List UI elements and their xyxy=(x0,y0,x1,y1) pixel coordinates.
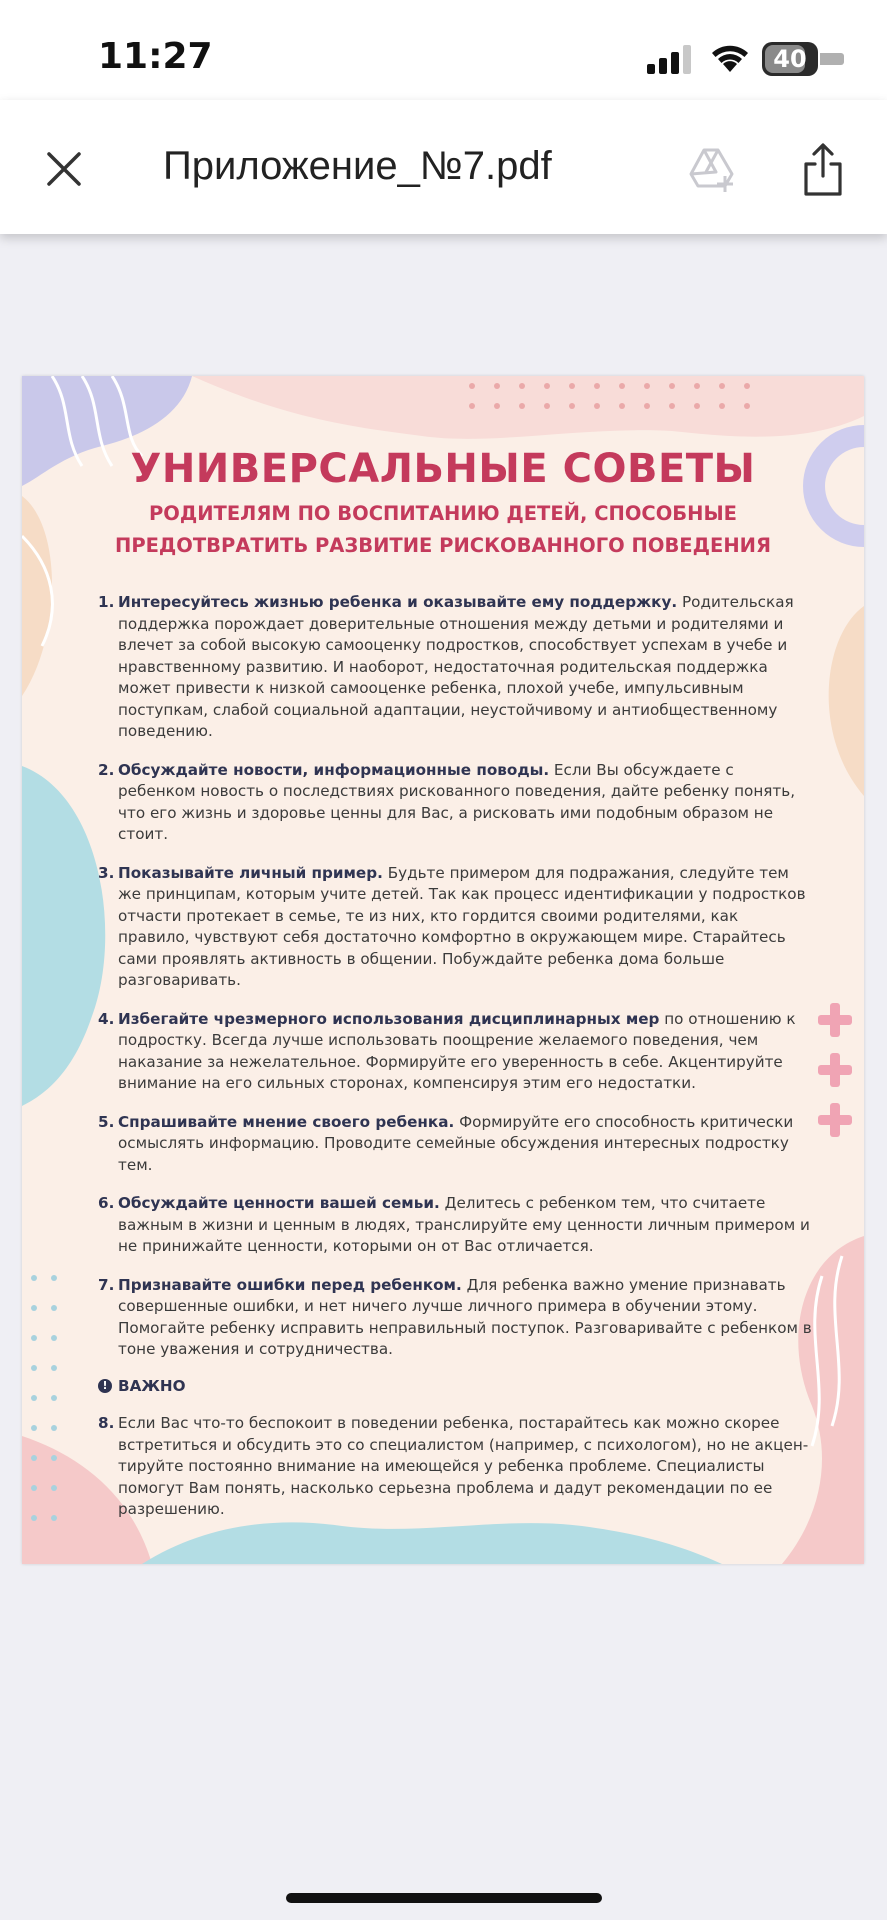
tip-text: Формируйте его способность критически осмыслять информацию. Проводите семейные обсуждения интересных подростку тем. xyxy=(118,1112,794,1174)
tip-heading: Показывайте личный пример. xyxy=(118,863,383,882)
share-icon xyxy=(806,145,840,194)
tip-heading: Интересуйтесь жизнью ребенка и оказывайте ему поддержку. xyxy=(118,593,678,611)
tip-heading: Избегайте чрезмерного использования дисциплинарных мер xyxy=(118,1009,660,1028)
subheading-line-2: ПРЕДОТВРАТИТЬ РАЗВИТИЕ РИСКОВАННОГО ПОВЕДЕНИЯ xyxy=(115,534,771,557)
tip-item xyxy=(98,1193,814,1258)
document-heading: УНИВЕРСАЛЬНЫЕ СОВЕТЫ xyxy=(130,446,756,492)
tip-number: 6. xyxy=(98,1194,115,1212)
pdf-page[interactable] xyxy=(22,376,864,1564)
tip-text: Родительская поддержка порождает доверительные отношения между детьми и родителями и влечет за собой высокую самооценку подростков, способствует успехам в учебе и нравственному развитию. И наоборот, недостаточная родительская поддержка может привести к низкой самооценке ребенка, плохой учебе, импульсивным поступкам, слабой социальной адаптации, неустойчивому и антиобщественному поведению. xyxy=(118,593,794,740)
wifi-icon xyxy=(710,42,750,74)
tip-number: 4. xyxy=(98,1009,115,1028)
tip-number: 8. xyxy=(98,1414,115,1432)
subheading-line-1: РОДИТЕЛЯМ ПО ВОСПИТАНИЮ ДЕТЕЙ, СПОСОБНЫЕ xyxy=(149,502,737,525)
tip-heading: Спрашивайте мнение своего ребенка. xyxy=(118,1112,455,1131)
cellular-signal-icon xyxy=(645,44,693,74)
tip-number: 7. xyxy=(98,1275,115,1294)
tip-item xyxy=(98,1009,814,1095)
tip-text: Делитесь с ребенком тем, что считаете важным в жизни и ценным в людях, транслируйте ему ценности личным примером и не принижайте ценности, которыми он от Вас отличается. xyxy=(118,1194,810,1255)
important-label xyxy=(98,1376,814,1398)
status-bar xyxy=(0,0,887,100)
status-time: 11:27 xyxy=(98,36,213,77)
battery-icon xyxy=(762,42,824,76)
document-subheading xyxy=(22,498,864,562)
tip-number: 2. xyxy=(98,760,115,779)
tip-text: Если Вас что-то беспокоит в поведении ребенка, постарайтесь как можно скорее встретиться и обсудить это со специалистом (например, с психологом), но не акцен-тируйте постоянно внимание на имеющейся у ребенка проблеме. Специалисты помогут Вам понять, насколько серьезна проблема и дадут рекомендации по ее разрешению. xyxy=(118,1414,809,1518)
tips-list xyxy=(98,592,814,1538)
tip-heading: Обсуждайте новости, информационные поводы. xyxy=(118,760,550,779)
tip-heading: Обсуждайте ценности вашей семьи. xyxy=(118,1194,440,1212)
add-to-drive-icon xyxy=(691,150,733,192)
tip-number: 3. xyxy=(98,863,115,882)
add-to-drive-button[interactable] xyxy=(686,146,738,194)
tip-text: по отношению к подростку. Всегда лучше использовать поощрение желаемого поведения, чем наказание за нежелательное. Формируйте его уверенность в себе. Акцентируйте внимание на его сильных сторонах, компенсируя этим его недостатки. xyxy=(118,1009,796,1092)
close-button[interactable] xyxy=(40,145,88,193)
home-indicator[interactable] xyxy=(286,1893,602,1903)
tip-item xyxy=(98,1112,814,1177)
tip-text: Если Вы обсуждаете с ребенком новость о последствиях рискованного поведения, дайте ребенку понять, что его жизнь и здоровье ценны для Вас, а рисковать ими подобным образом не стоит. xyxy=(118,760,796,843)
close-icon xyxy=(49,154,79,184)
tip-text: Для ребенка важно умение признавать совершенные ошибки, и нет ничего лучше личного примера в обучении этому. Помогайте ребенку исправить неправильный поступок. Разговаривайте с ребенком в тоне уважения и сотрудничества. xyxy=(118,1275,812,1358)
share-button[interactable] xyxy=(800,142,846,198)
battery-level: 40 xyxy=(773,45,807,73)
tip-item xyxy=(98,1413,814,1521)
tip-text: Будьте примером для подражания, следуйте тем же принципам, которым учите детей. Так как процесс идентификации у подростков отчасти протекает в семье, те из них, кто гордится своими родителями, как правило, чувствуют себя достаточно комфортно в окружающем мире. Старайтесь сами проявлять активность в общении. Побуждайте ребенка дома больше разговаривать. xyxy=(118,863,806,989)
tip-heading: Признавайте ошибки перед ребенком. xyxy=(118,1275,462,1294)
tip-number: 1. xyxy=(98,593,115,611)
tip-item xyxy=(98,760,814,846)
important-text: ВАЖНО xyxy=(118,1376,186,1395)
tip-number: 5. xyxy=(98,1112,115,1131)
document-title: Приложение_№7.pdf xyxy=(163,144,552,188)
exclamation-icon: ! xyxy=(98,1379,112,1393)
tip-item xyxy=(98,1275,814,1361)
tip-item xyxy=(98,592,814,743)
tip-item xyxy=(98,863,814,992)
